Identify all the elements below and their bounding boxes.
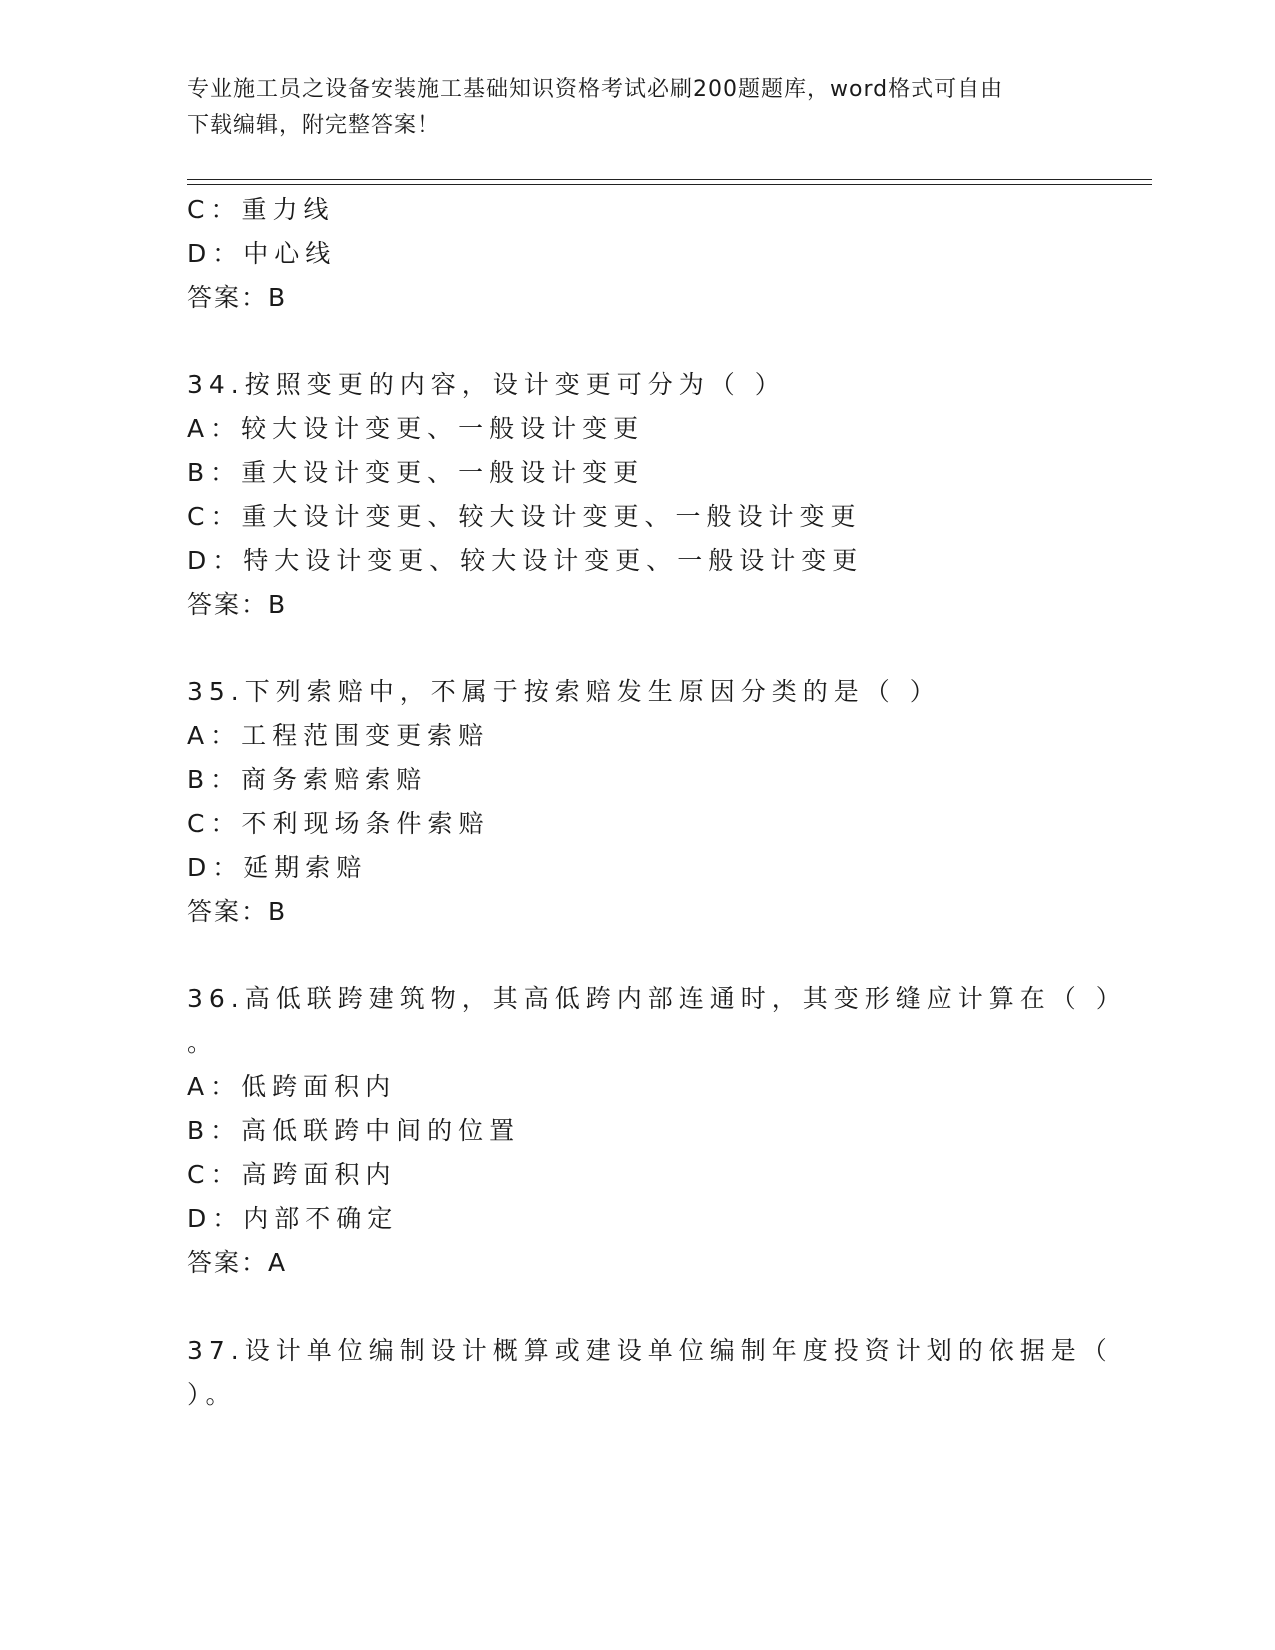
q36-option-d: D：内部不确定 xyxy=(187,1204,399,1233)
q34-answer: 答案：B xyxy=(187,590,288,619)
q35-option-a: A：工程范围变更索赔 xyxy=(187,721,490,750)
q36-stem-continued: 。 xyxy=(187,1028,219,1057)
q37-stem-continued: ）。 xyxy=(187,1380,237,1409)
q37-stem: 37.设计单位编制设计概算或建设单位编制年度投资计划的依据是（ xyxy=(187,1336,1113,1365)
document-header xyxy=(187,72,1087,144)
header-divider-bottom xyxy=(187,184,1152,185)
q33-answer: 答案：B xyxy=(187,283,288,312)
header-line-1: 专业施工员之设备安装施工基础知识资格考试必刷200题题库，word格式可自由 xyxy=(187,77,1004,102)
q36-option-c: C：高跨面积内 xyxy=(187,1160,397,1189)
q33-option-d: D：中心线 xyxy=(187,239,337,268)
q34-option-b: B：重大设计变更、一般设计变更 xyxy=(187,458,645,487)
q35-option-d: D：延期索赔 xyxy=(187,853,368,882)
q35-option-c: C：不利现场条件索赔 xyxy=(187,809,490,838)
q36-stem: 36.高低联跨建筑物，其高低跨内部连通时，其变形缝应计算在（ ） xyxy=(187,984,1127,1013)
q35-option-b: B：商务索赔索赔 xyxy=(187,765,428,794)
q34-option-d: D：特大设计变更、较大设计变更、一般设计变更 xyxy=(187,546,864,575)
q35-answer: 答案：B xyxy=(187,897,288,926)
q34-option-c: C：重大设计变更、较大设计变更、一般设计变更 xyxy=(187,502,862,531)
header-divider-top xyxy=(187,179,1152,180)
q35-stem: 35.下列索赔中，不属于按索赔发生原因分类的是（ ） xyxy=(187,677,941,706)
q34-stem: 34.按照变更的内容，设计变更可分为（ ） xyxy=(187,370,786,399)
q36-option-a: A：低跨面积内 xyxy=(187,1072,397,1101)
header-line-2: 下载编辑，附完整答案！ xyxy=(187,113,441,138)
q34-option-a: A：较大设计变更、一般设计变更 xyxy=(187,414,645,443)
q36-option-b: B：高低联跨中间的位置 xyxy=(187,1116,521,1145)
q33-option-c: C：重力线 xyxy=(187,195,335,224)
q36-answer: 答案：A xyxy=(187,1248,288,1277)
